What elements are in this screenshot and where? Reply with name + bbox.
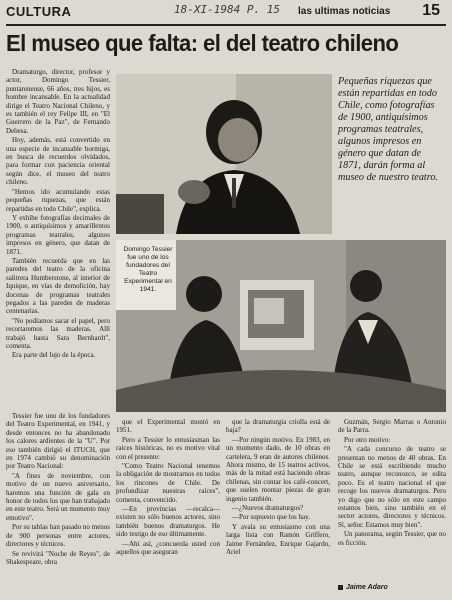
paragraph: Dramaturgo, director, profesor y actor, Domingo Tessier, puntarenense, 66 años, tres hijos, es hombre incansable. En la actualidad dirige el Teatro Nacional Chileno, y es también el rey Felipe III, en "El Guerrero de la Paz", de Fernando Debesa. xyxy=(6,68,110,135)
paragraph: "No podíamos sacar el papel, pero recortaremos las maderas. Allí trabajó hasta Sara Bernhardt", comenta. xyxy=(6,316,110,350)
photo-caption: Domingo Tessier fue uno de los fundadores del Teatro Experimental en 1941. xyxy=(123,246,173,293)
paragraph: Hoy, además, está convertido en una especie de incansable hormiga, en busca de recuerdos olvidados, para formar con paciencia oriental según dice, el museo del teatro chileno. xyxy=(6,136,110,187)
paragraph: Tessier fue uno de los fundadores del Teatro Experimental, en 1941, y desde entonces no ha abandonado los calores ardientes de la "U". Por eso también dirigió el ITUCH, que en 1974 cambió su denominación por Teatro Nacional: xyxy=(6,412,110,471)
paragraph: —Por supuesto que los hay. xyxy=(232,513,310,522)
author-name: Jaime Adaro xyxy=(346,584,388,591)
paragraph: que la dramaturgia criolla está de baja? xyxy=(226,418,330,435)
paragraph: Por su tablas han pasado no menos de 900 personas entre actores, directores y técnicos. xyxy=(6,523,110,549)
paragraph: "Hemos ido acumulando estas pequeñas riquezas, que están repartidas en todo Chile", explica. xyxy=(6,187,110,213)
newspaper-name: las ultimas noticias xyxy=(298,6,391,17)
handwritten-date: 18-XI-1984 P. 15 xyxy=(174,3,280,16)
paragraph: Y exhibe fotografías decimales de 1900, o antiquísimos y amarillentos programas teatrales, algunos impresos en género, que datan de 1871. xyxy=(6,213,110,256)
deck-text: Pequeñas riquezas que están repartidas en todo Chile, como fotografías de 1900, antiquísimos programas teatrales, algunos impresos en género que datan de 1871, darán forma al museo de nuestro teatro. xyxy=(338,76,438,183)
byline xyxy=(338,584,388,591)
paragraph: —Por ningún motivo. En 1983, en un momento dado, de 10 obras en cartelera, 9 eran de autores chilenos. Ahora mismo, de 15 teatros activos, más de la mitad está haciendo obras chilenas, sin contar los café-concert, que suelen montar piezas de gran ingenio también. xyxy=(226,435,330,503)
paragraph: Pero a Tessier lo entusiasman las raíces históricas, no es motivo vital con el presente: xyxy=(116,435,220,461)
section-name: CULTURA xyxy=(6,4,72,19)
portrait-image xyxy=(116,74,332,234)
column-4 xyxy=(338,418,446,548)
page-header xyxy=(6,4,446,22)
paragraph: "Como Teatro Nacional tenemos la obligación de mostrarnos en todos los rincones de Chile. De profundizar nuestras raíces", comenta, convencido. xyxy=(116,462,220,504)
paragraph: que el Experimental montó en 1951. xyxy=(116,418,220,435)
bullet-icon xyxy=(338,585,343,590)
paragraph: Era parte del lujo de la época. xyxy=(12,351,96,360)
column-1-bottom xyxy=(6,412,110,567)
paragraph: Por otro motivo: xyxy=(344,435,391,444)
page-number: 15 xyxy=(422,2,440,19)
paragraph: También recuerda que en las paredes del teatro de la oficina salitrera Humberstone, al interior de Iquique, en vías de demolición, hay docenas de programas teatrales pegados a las paredes de maderas centenarias. xyxy=(6,256,110,316)
header-rule xyxy=(6,24,446,26)
headline: El museo que falta: el del teatro chileno xyxy=(6,30,399,56)
column-3 xyxy=(226,418,330,558)
paragraph: "A cada concurso de teatro se presentan no menos de 40 obras. En Chile se está escribiendo mucho teatro, aunque reconozco, se edita poco. Es el teatro nacional el que recoge los nuevos dramaturgos. Pero yo digo que no sólo en este campo estamos bien, sino también en el sector actores, directores y técnicos. Sí, señor. Estamos muy bien". xyxy=(338,445,446,529)
paragraph: Y avala su entusiasmo con una larga lista con Ramón Griffero, Jaime Fernández, Enrique Gajardo, Ariel xyxy=(226,522,330,557)
paragraph: Un panorama, según Tessier, que no es ficción. xyxy=(338,530,446,547)
paragraph: —Ahí así, ¿concuerda usted con aquellos que aseguran xyxy=(116,539,220,557)
paragraph: Se revivirá "Noche de Reyes", de Shakespeare, obra xyxy=(6,549,110,566)
paragraph: —En provincias —recalca— existen no sólo buenos actores, sino también buenos dramaturgos. He sido testigo de eso últimamente. xyxy=(116,505,220,539)
column-2 xyxy=(116,418,220,558)
paragraph: —¿Nuevos dramaturgos? xyxy=(232,504,304,513)
paragraph: "A fines de noviembre, con motivo de un nuevo aniversario, haremos una función de gala en honor de todos los que han trabajado en este teatro. Será un momento muy emotivo". xyxy=(6,471,110,522)
paragraph: Guzmán, Sergio Marras o Antonio de la Parra. xyxy=(338,418,446,435)
photo-portrait xyxy=(116,74,332,234)
column-1-top xyxy=(6,68,110,361)
